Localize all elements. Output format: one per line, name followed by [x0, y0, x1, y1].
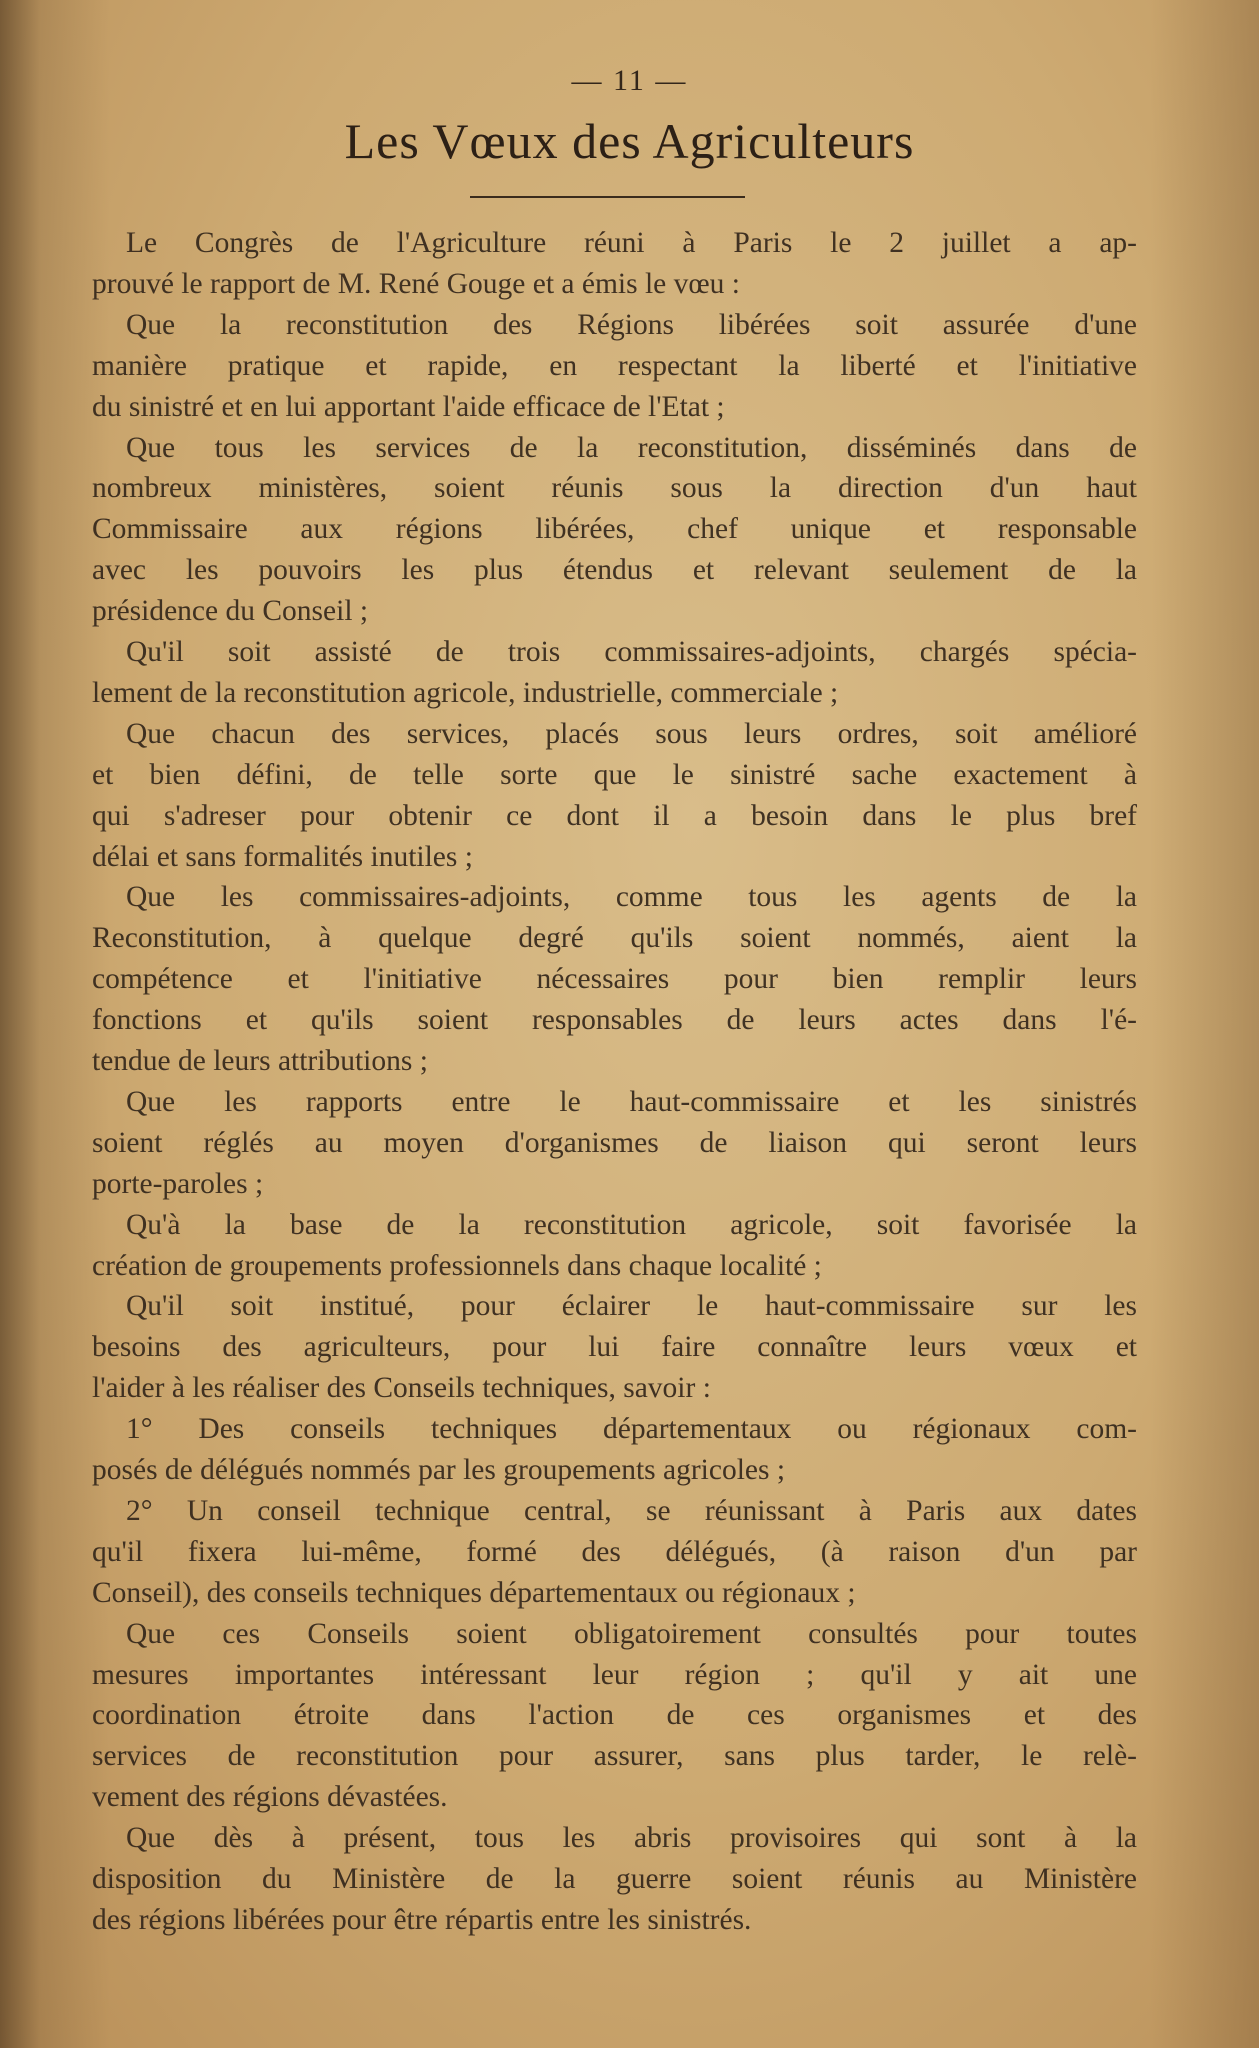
text-line: compétence et l'initiative nécessaires pour bien remplir leurs — [92, 963, 1137, 996]
text-line: qui s'adreser pour obtenir ce dont il a besoin dans le plus bref — [92, 799, 1137, 832]
text-line: posés de délégués nommés par les groupements agricoles ; — [92, 1454, 786, 1486]
text-line: tendue de leurs attributions ; — [92, 1045, 428, 1077]
text-line: Que ces Conseils soient obligatoirement consultés pour toutes — [126, 1617, 1137, 1650]
text-line: Que les commissaires-adjoints, comme tous les agents de la — [126, 881, 1137, 914]
text-line: Que la reconstitution des Régions libérées soit assurée d'une — [126, 308, 1137, 341]
text-line: qu'il fixera lui-même, formé des délégués, (à raison d'un par — [92, 1535, 1137, 1568]
text-line: délai et sans formalités inutiles ; — [92, 840, 473, 873]
text-line: Le Congrès de l'Agriculture réuni à Paris le 2 juillet a ap- — [126, 227, 1137, 259]
text-line: lement de la reconstitution agricole, industrielle, commerciale ; — [92, 676, 839, 709]
text-line: des régions libérées pour être répartis entre les sinistrés. — [92, 1903, 752, 1936]
text-line: 2° Un conseil technique central, se réunissant à Paris aux dates — [126, 1494, 1137, 1527]
text-line: manière pratique et rapide, en respectant la liberté et l'initiative — [92, 349, 1137, 382]
page-title: Les Vœux des Agriculteurs — [344, 113, 915, 169]
text-line: disposition du Ministère de la guerre soient réunis au Ministère — [92, 1863, 1137, 1895]
title-underline — [470, 196, 745, 198]
text-line: fonctions et qu'ils soient responsables de leurs actes dans l'é- — [92, 1004, 1137, 1037]
text-line: Conseil), des conseils techniques départementaux ou régionaux ; — [92, 1576, 856, 1609]
text-line: présidence du Conseil ; — [92, 595, 369, 628]
text-line: 1° Des conseils techniques départementaux ou régionaux com- — [126, 1413, 1137, 1446]
text-line: création de groupements professionnels dans chaque localité ; — [92, 1249, 822, 1282]
text-line: porte-paroles ; — [92, 1167, 264, 1200]
text-line: Que les rapports entre le haut-commissaire et les sinistrés — [126, 1085, 1137, 1118]
text-line: vement des régions dévastées. — [92, 1781, 448, 1814]
text-line: et bien défini, de telle sorte que le sinistré sache exactement à — [92, 758, 1137, 791]
text-line: Qu'il soit assisté de trois commissaires-adjoints, chargés spécia- — [126, 636, 1137, 668]
text-line: Que tous les services de la reconstitution, disséminés dans de — [126, 431, 1137, 464]
text-line: Commissaire aux régions libérées, chef unique et responsable — [92, 513, 1137, 546]
text-line: mesures importantes intéressant leur région ; qu'il y ait une — [92, 1658, 1137, 1691]
text-line: services de reconstitution pour assurer, sans plus tarder, le relè- — [92, 1740, 1137, 1773]
text-line: avec les pouvoirs les plus étendus et relevant seulement de la — [92, 554, 1137, 587]
text-line: soient réglés au moyen d'organismes de liaison qui seront leurs — [92, 1126, 1137, 1159]
text-line: l'aider à les réaliser des Conseils techniques, savoir : — [92, 1372, 711, 1405]
text-line: Que chacun des services, placés sous leurs ordres, soit amélioré — [126, 717, 1137, 750]
text-line: Qu'il soit institué, pour éclairer le haut-commissaire sur les — [126, 1290, 1137, 1323]
text-line: besoins des agriculteurs, pour lui faire connaître leurs vœux et — [92, 1331, 1137, 1364]
page-number: — 11 — — [571, 64, 688, 97]
text-line: coordination étroite dans l'action de ces organismes et des — [92, 1699, 1137, 1732]
text-line: nombreux ministères, soient réunis sous la direction d'un haut — [92, 472, 1137, 505]
text-line: Qu'à la base de la reconstitution agricole, soit favorisée la — [126, 1208, 1137, 1241]
text-line: du sinistré et en lui apportant l'aide efficace de l'Etat ; — [92, 390, 725, 423]
text-line: prouvé le rapport de M. René Gouge et a émis le vœu : — [92, 267, 740, 300]
text-line: Que dès à présent, tous les abris provisoires qui sont à la — [126, 1822, 1137, 1855]
text-line: Reconstitution, à quelque degré qu'ils soient nommés, aient la — [92, 922, 1137, 955]
